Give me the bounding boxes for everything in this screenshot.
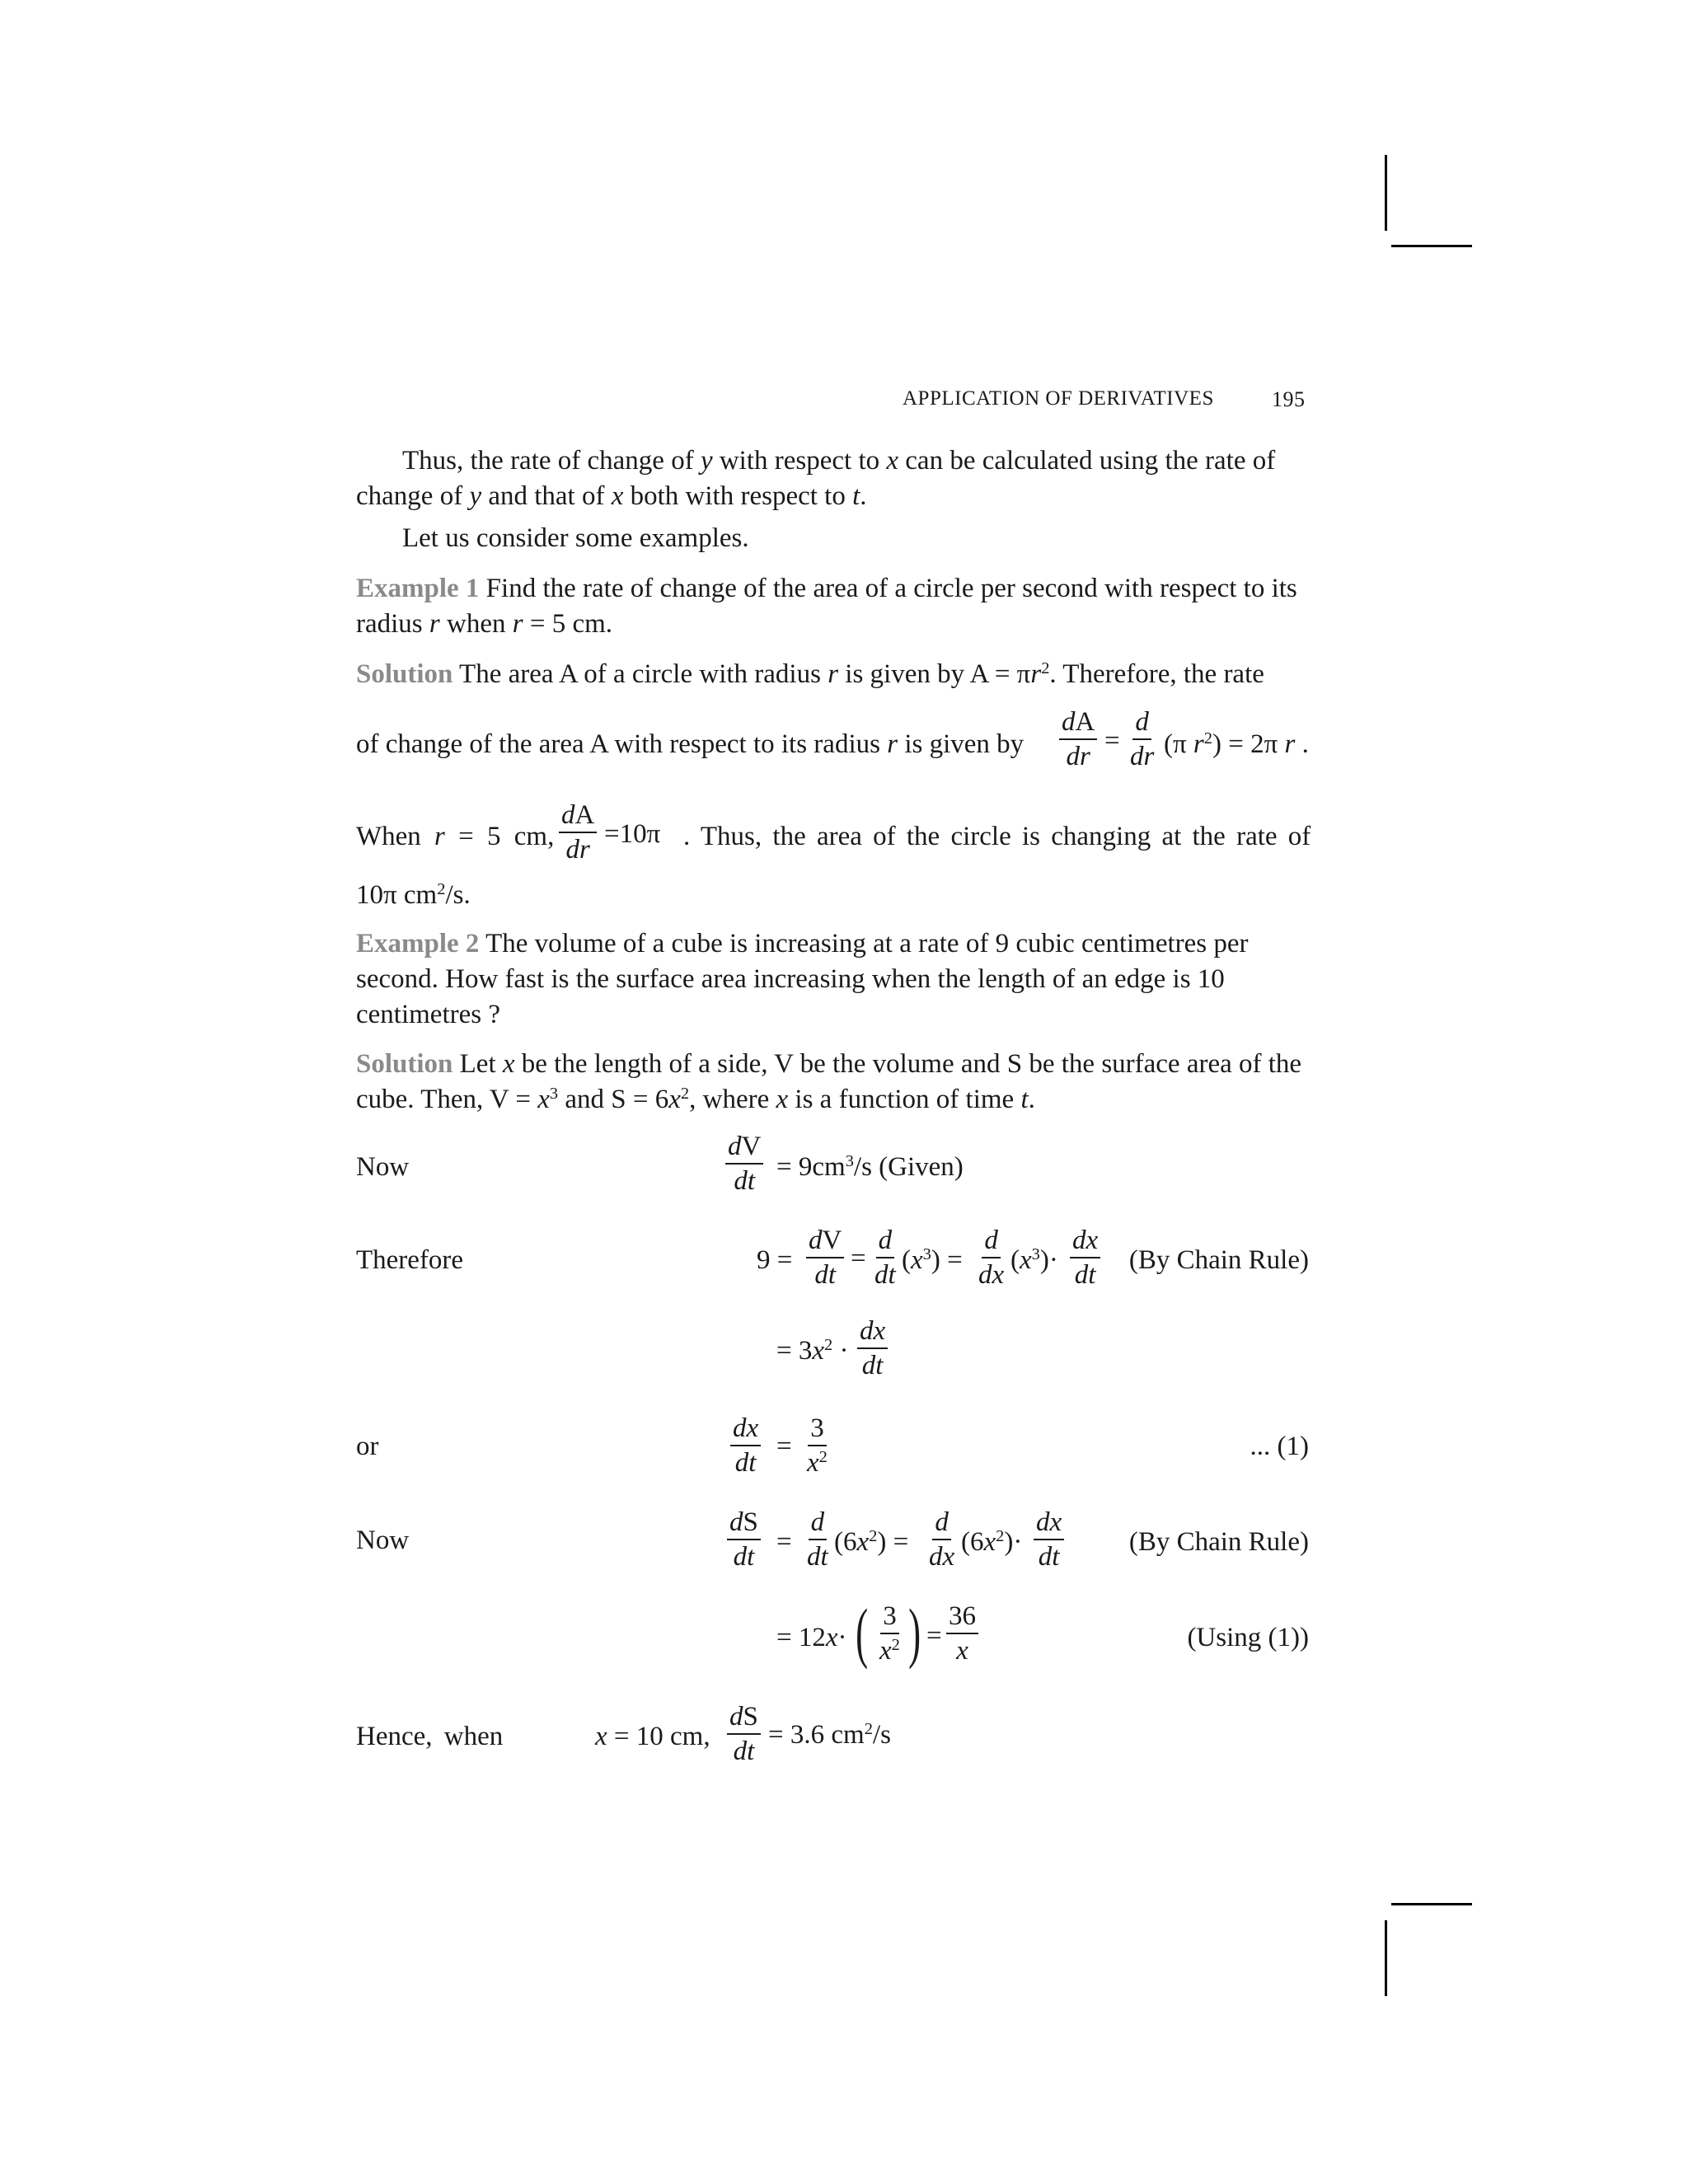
- fraction-36-x: $\frac{36}{x}$: [946, 1601, 978, 1666]
- crop-mark-bottom-vertical: [1385, 1920, 1387, 1996]
- example-1-result: 10π $cm^2/s$.: [356, 879, 471, 910]
- now-label-2: Now: [356, 1526, 410, 1555]
- area-changing-text: . Thus, the area of the circle is changing at the rate of: [683, 822, 1311, 851]
- hence-when-label: Hence, when: [356, 1722, 504, 1751]
- crop-mark-top-horizontal: [1391, 245, 1472, 247]
- example-1-solution-line2: of change of the area A with respect to its radius r is given by: [356, 729, 1025, 759]
- fraction-dV-dt: $\frac{dV}{dt}$: [725, 1131, 763, 1197]
- right-paren: ): [908, 1595, 921, 1670]
- chain-rule-note-1: (By Chain Rule): [1128, 1245, 1309, 1275]
- fraction-dS-dt-2: $\frac{dS}{dt}$: [727, 1701, 761, 1767]
- or-label: or: [356, 1432, 379, 1461]
- equation-number-1: ... (1): [1250, 1432, 1309, 1461]
- running-header-title: APPLICATION OF DERIVATIVES: [903, 387, 1214, 410]
- crop-mark-top-vertical: [1385, 155, 1387, 231]
- given-rate: = $9cm^3/s$ (Given): [776, 1151, 964, 1182]
- fraction-3-x2-2: $\frac{3}{x^2}$: [879, 1601, 900, 1666]
- fraction-dx-dt-4: $\frac{dx}{dt}$: [1034, 1507, 1064, 1572]
- fraction-3-x2: $\frac{3}{x^2}$: [807, 1413, 828, 1478]
- intro-paragraph: Thus, the rate of change of y with respect to x can be calculated using the rate of change of y and that of x both with respect to t.: [356, 446, 1276, 511]
- x-equals-10cm: x = 10 cm,: [595, 1722, 710, 1751]
- fraction-d-dt-2: $\frac{d}{dt}$: [807, 1507, 828, 1572]
- when-r-5: When r = 5 cm,: [356, 822, 555, 851]
- using-1-note: (Using (1)): [1187, 1623, 1309, 1652]
- chain-rule-note-2: (By Chain Rule): [1128, 1527, 1309, 1557]
- solution-1-label: Solution: [356, 659, 453, 689]
- left-paren: (: [856, 1595, 869, 1670]
- ten-pi: =10π: [604, 819, 661, 849]
- solution-2-label: Solution: [356, 1049, 453, 1079]
- example-2-statement: Example 2 The volume of a cube is increasing at a rate of 9 cubic centimetres per second. How fast is the surface area increasing when the length of an edge is 10 centimetres ?: [356, 929, 1249, 1029]
- fraction-dV-dt-2: $\frac{dV}{dt}$: [806, 1225, 844, 1291]
- fraction-dA-dr: $\frac{dA}{dr}$: [1059, 706, 1097, 772]
- fraction-dx-dt: $\frac{dx}{dt}$: [1070, 1225, 1100, 1291]
- fraction-dA-dr-2: $\frac{dA}{dr}$: [559, 799, 597, 865]
- fraction-dx-dt-3: $\frac{dx}{dt}$: [730, 1413, 761, 1479]
- example-1-solution-line1: Solution The area A of a circle with radius r is given by $A = \pi r^2$. Therefore, the rate: [356, 658, 1264, 689]
- fraction-dS-dt: $\frac{dS}{dt}$: [727, 1507, 761, 1572]
- fraction-d-dx: $\frac{d}{dx}$: [978, 1226, 1005, 1290]
- area-derivative-result: (π $r^2) = 2\pi$ r .: [1164, 729, 1309, 759]
- example-1-statement: Example 1 Find the rate of change of the area of a circle per second with respect to its radius r when r = 5 cm.: [356, 574, 1297, 639]
- example-2-solution: Solution Let x be the length of a side, V be the volume and S be the surface area of the cube. Then, $V = x^3$ and $S = 6x^2$, where x is a function of time t.: [356, 1049, 1302, 1114]
- now-label-1: Now: [356, 1152, 410, 1182]
- therefore-label: Therefore: [356, 1245, 464, 1275]
- fraction-d-dr: $\frac{d}{dr}$: [1130, 707, 1155, 771]
- crop-mark-bottom-horizontal: [1391, 1903, 1472, 1905]
- fraction-dx-dt-2: $\frac{dx}{dt}$: [857, 1315, 888, 1381]
- intro-examples-line: Let us consider some examples.: [402, 523, 749, 553]
- final-answer: = 3.6 $cm^2/s$: [768, 1719, 891, 1750]
- fraction-d-dt: $\frac{d}{dt}$: [874, 1226, 896, 1290]
- example-2-label: Example 2: [356, 929, 480, 958]
- fraction-d-dx-2: $\frac{d}{dx}$: [929, 1507, 955, 1572]
- page-number: 195: [1272, 387, 1306, 411]
- example-1-label: Example 1: [356, 574, 480, 603]
